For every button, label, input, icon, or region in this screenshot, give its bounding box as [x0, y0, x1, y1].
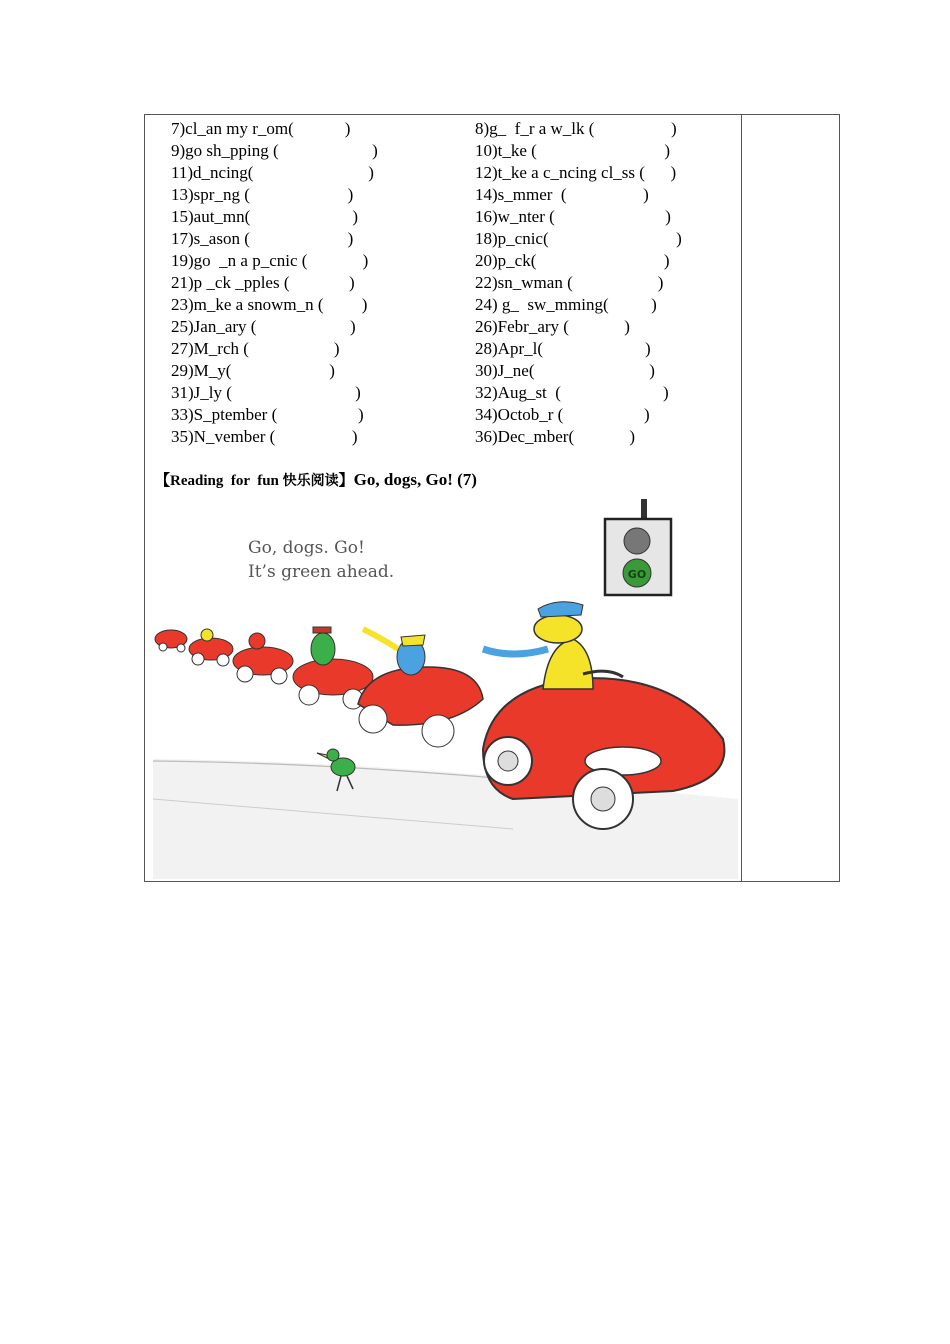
exercise-item-left: 33)S_ptember ( ) [171, 405, 364, 424]
caption-line-2: It’s green ahead. [248, 562, 395, 582]
exercise-item-left: 23)m_ke a snowm_n ( ) [171, 295, 368, 314]
story-illustration [153, 499, 738, 879]
exercise-item-left: 25)Jan_ary ( ) [171, 317, 356, 336]
exercise-item-left: 9)go sh_pping ( ) [171, 141, 378, 160]
exercise-row [145, 404, 741, 426]
exercise-row [145, 360, 741, 382]
exercise-row [145, 140, 741, 162]
exercise-item-left: 7)cl_an my r_om( ) [171, 119, 351, 138]
exercise-row [145, 382, 741, 404]
traffic-signal [605, 499, 671, 595]
caption-line-1: Go, dogs. Go! [248, 538, 365, 558]
exercise-item-right: 10)t_ke ( ) [475, 141, 671, 160]
car-far-1 [155, 630, 187, 652]
exercise-item-left: 17)s_ason ( ) [171, 229, 354, 248]
exercise-row [145, 228, 741, 250]
exercise-row [145, 338, 741, 360]
signal-go-label: GO [627, 568, 647, 581]
exercise-item-right: 12)t_ke a c_ncing cl_ss ( ) [475, 163, 677, 182]
reading-heading [155, 469, 477, 490]
exercise-item-right: 28)Apr_l( ) [475, 339, 651, 358]
column-divider [741, 115, 742, 881]
exercise-row [145, 184, 741, 206]
exercise-row [145, 250, 741, 272]
exercise-item-right: 22)sn_wman ( ) [475, 273, 664, 292]
exercise-item-right: 14)s_mmer ( ) [475, 185, 649, 204]
exercise-item-left: 31)J_ly ( ) [171, 383, 361, 402]
exercise-item-left: 15)aut_mn( ) [171, 207, 358, 226]
signal-pole [641, 499, 647, 521]
exercise-item-right: 8)g_ f_r a w_lk ( ) [475, 119, 677, 138]
exercise-item-right: 16)w_nter ( ) [475, 207, 671, 226]
exercise-item-right: 18)p_cnic( ) [475, 229, 682, 248]
exercise-row [145, 294, 741, 316]
car-blue-dog [358, 629, 483, 747]
exercise-item-right: 34)Octob_r ( ) [475, 405, 650, 424]
illustration-svg [153, 499, 738, 879]
exercise-item-left: 27)M_rch ( ) [171, 339, 340, 358]
exercise-item-right: 32)Aug_st ( ) [475, 383, 669, 402]
exercise-item-right: 24) g_ sw_mming( ) [475, 295, 657, 314]
story-title: Go, dogs, Go! (7) [353, 470, 477, 489]
exercise-row [145, 162, 741, 184]
exercise-item-left: 29)M_y( ) [171, 361, 335, 380]
reading-heading-suffix: 】 [338, 473, 354, 489]
signal-light-off [624, 528, 650, 554]
exercise-item-right: 26)Febr_ary ( ) [475, 317, 630, 336]
exercise-item-left: 11)d_ncing( ) [171, 163, 374, 182]
exercise-item-right: 36)Dec_mber( ) [475, 427, 636, 446]
exercise-row [145, 206, 741, 228]
exercise-row [145, 118, 741, 140]
car-far-2 [189, 629, 233, 666]
exercise-item-left: 19)go _n a p_cnic ( ) [171, 251, 369, 270]
reading-heading-prefix: 【Reading for fun [155, 473, 283, 489]
exercise-item-right: 30)J_ne( ) [475, 361, 655, 380]
exercise-row [145, 272, 741, 294]
exercise-item-left: 35)N_vember ( ) [171, 427, 358, 446]
worksheet-table [144, 114, 840, 882]
exercise-item-right: 20)p_ck( ) [475, 251, 670, 270]
exercise-item-left: 21)p _ck _pples ( ) [171, 273, 355, 292]
reading-heading-chinese: 快乐阅读 [282, 473, 339, 489]
exercise-item-left: 13)spr_ng ( ) [171, 185, 354, 204]
exercise-row [145, 426, 741, 448]
car-dog-red [233, 633, 293, 684]
exercise-row [145, 316, 741, 338]
